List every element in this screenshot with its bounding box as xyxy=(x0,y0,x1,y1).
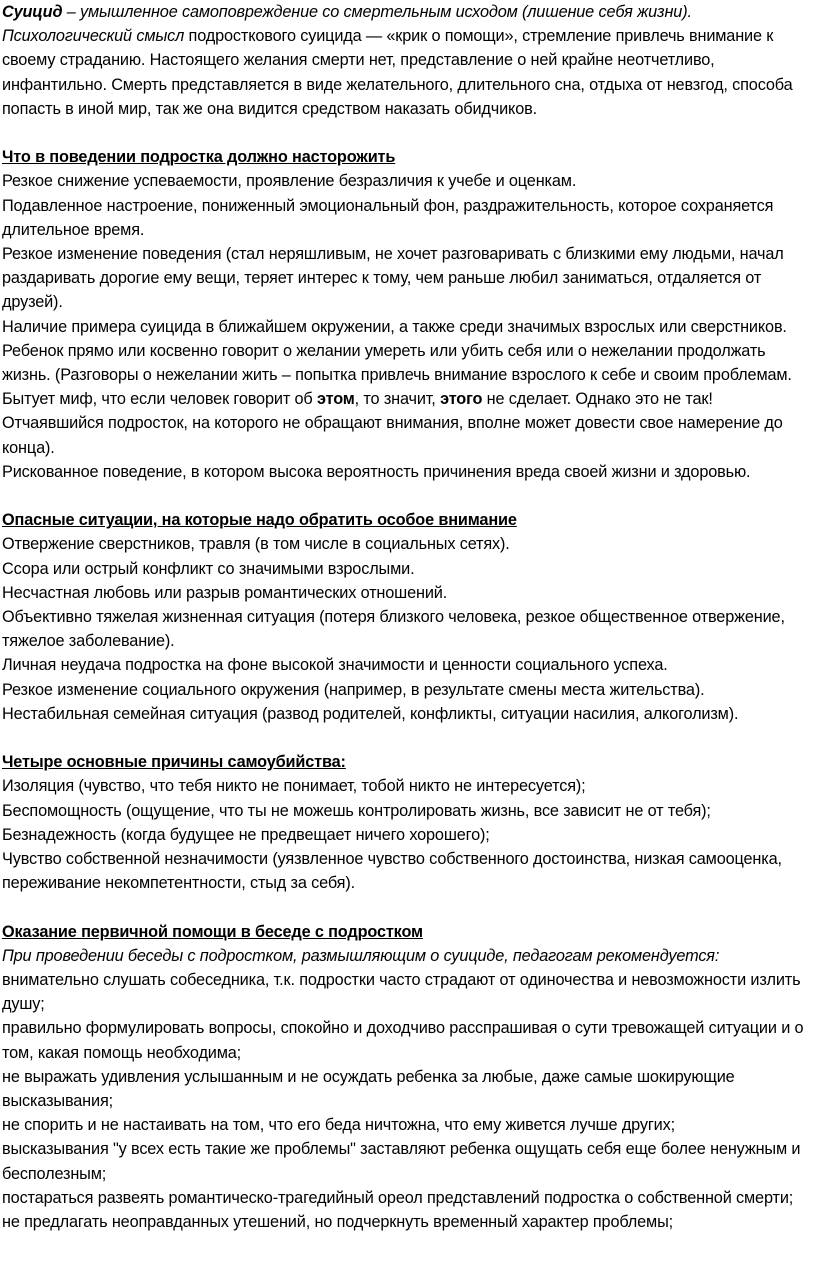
emphasis-text: этого xyxy=(440,390,483,409)
item-text: Ребенок прямо или косвенно говорит о желании умереть или убить себя или о нежелании продолжать жизнь. (Разговоры о нежелании жить – попытка привлечь внимание взрослого к себе и своим проблемам. Бытует миф, что если человек говорит об xyxy=(2,341,792,409)
recommendation-item: не спорить и не настаивать на том, что его беда ничтожна, что ему живется лучше других; xyxy=(2,1116,675,1135)
intro-psychological-meaning xyxy=(2,24,810,121)
recommendation-item: не предлагать неоправданных утешений, но подчеркнуть временный характер проблемы; xyxy=(2,1213,674,1232)
cause-item: Изоляция (чувство, что тебя никто не понимает, тобой никто не интересуется); xyxy=(2,777,586,796)
item-text: не сделает. Однако это не так! Отчаявшийся подросток, на которого не обращают внимания, вполне может довести свое намерение до конца). xyxy=(2,390,783,457)
section-heading-first-aid: Оказание первичной помощи в беседе с подростком xyxy=(2,922,423,941)
cause-item: Беспомощность (ощущение, что ты не можешь контролировать жизнь, все зависит не от тебя); xyxy=(2,801,711,820)
psych-text: подросткового суицида — «крик о помощи», стремление привлечь внимание к своему страданию. Настоящего желания смерти нет, представление о ней крайне неотчетливо, инфантильно. Смерть представляется в виде желательного, длительного сна, отдыха от невзгод, способа попасть в иной мир, так же она видится средством наказать обидчиков. xyxy=(2,27,793,118)
recommendation-item: внимательно слушать собеседника, т.к. подростки часто страдают от одиночества и невозможности излить душу; xyxy=(2,971,801,1014)
dangerous-situation-item: Нестабильная семейная ситуация (развод родителей, конфликты, ситуации насилия, алкоголизм). xyxy=(2,704,739,723)
psych-label: Психологический смысл xyxy=(2,27,185,46)
intro-definition xyxy=(2,0,810,24)
warning-sign-item: Наличие примера суицида в ближайшем окружении, а также среди значимых взрослых или сверстников. xyxy=(2,317,787,336)
recommendation-item: постараться развеять романтическо-трагедийный ореол представлений подростка о собственной смерти; xyxy=(2,1188,794,1207)
spacer xyxy=(2,895,810,919)
dangerous-situation-item: Резкое изменение социального окружения (например, в результате смены места жительства). xyxy=(2,680,705,699)
dangerous-situation-item: Объективно тяжелая жизненная ситуация (потеря близкого человека, резкое общественное отвержение, тяжелое заболевание). xyxy=(2,608,785,651)
warning-sign-item: Рискованное поведение, в котором высока вероятность причинения вреда своей жизни и здоровью. xyxy=(2,462,751,481)
term-definition: – умышленное самоповреждение со смертельным исходом (лишение себя жизни). xyxy=(62,3,692,21)
cause-item: Безнадежность (когда будущее не предвещает ничего хорошего); xyxy=(2,825,490,844)
section-heading-dangerous-situations: Опасные ситуации, на которые надо обратить особое внимание xyxy=(2,511,517,530)
spacer xyxy=(2,484,810,508)
warning-sign-item: Резкое изменение поведения (стал неряшливым, не хочет разговаривать с близкими ему людьми, начал раздаривать дорогие ему вещи, теряет интерес к тому, чем раньше любил заниматься, отдаляется от друзей). xyxy=(2,245,784,312)
dangerous-situation-item: Ссора или острый конфликт со значимыми взрослыми. xyxy=(2,559,415,578)
section-heading-four-causes: Четыре основные причины самоубийства: xyxy=(2,753,346,772)
term-suicide: Суицид xyxy=(2,3,63,21)
warning-sign-item xyxy=(2,339,810,460)
recommendation-item: не выражать удивления услышанным и не осуждать ребенка за любые, даже самые шокирующие высказывания; xyxy=(2,1067,735,1111)
emphasis-text: этом xyxy=(316,390,355,409)
dangerous-situation-item: Личная неудача подростка на фоне высокой значимости и ценности социального успеха. xyxy=(2,656,668,675)
warning-sign-item: Подавленное настроение, пониженный эмоциональный фон, раздражительность, которое сохраняется длительное время. xyxy=(2,196,774,239)
section-heading-warning-signs: Что в поведении подростка должно насторожить xyxy=(2,148,396,167)
warning-sign-item: Резкое снижение успеваемости, проявление безразличия к учебе и оценкам. xyxy=(2,172,577,191)
cause-item: Чувство собственной незначимости (уязвленное чувство собственного достоинства, низкая самооценка, переживание некомпетентности, стыд за себя). xyxy=(2,850,782,893)
dangerous-situation-item: Несчастная любовь или разрыв романтических отношений. xyxy=(2,583,448,602)
dangerous-situation-item: Отвержение сверстников, травля (в том числе в социальных сетях). xyxy=(2,535,510,554)
first-aid-intro: При проведении беседы с подростком, размышляющим о суициде, педагогам рекомендуется: xyxy=(2,946,720,965)
recommendation-item: правильно формулировать вопросы, спокойно и доходчиво расспрашивая о сути тревожащей ситуации и о том, какая помощь необходима; xyxy=(2,1019,804,1062)
spacer xyxy=(2,726,810,750)
spacer xyxy=(2,121,810,145)
recommendation-item: высказывания "у всех есть такие же проблемы" заставляют ребенка ощущать себя еще более ненужным и бесполезным; xyxy=(2,1140,801,1183)
item-text: , то значит, xyxy=(354,390,441,409)
